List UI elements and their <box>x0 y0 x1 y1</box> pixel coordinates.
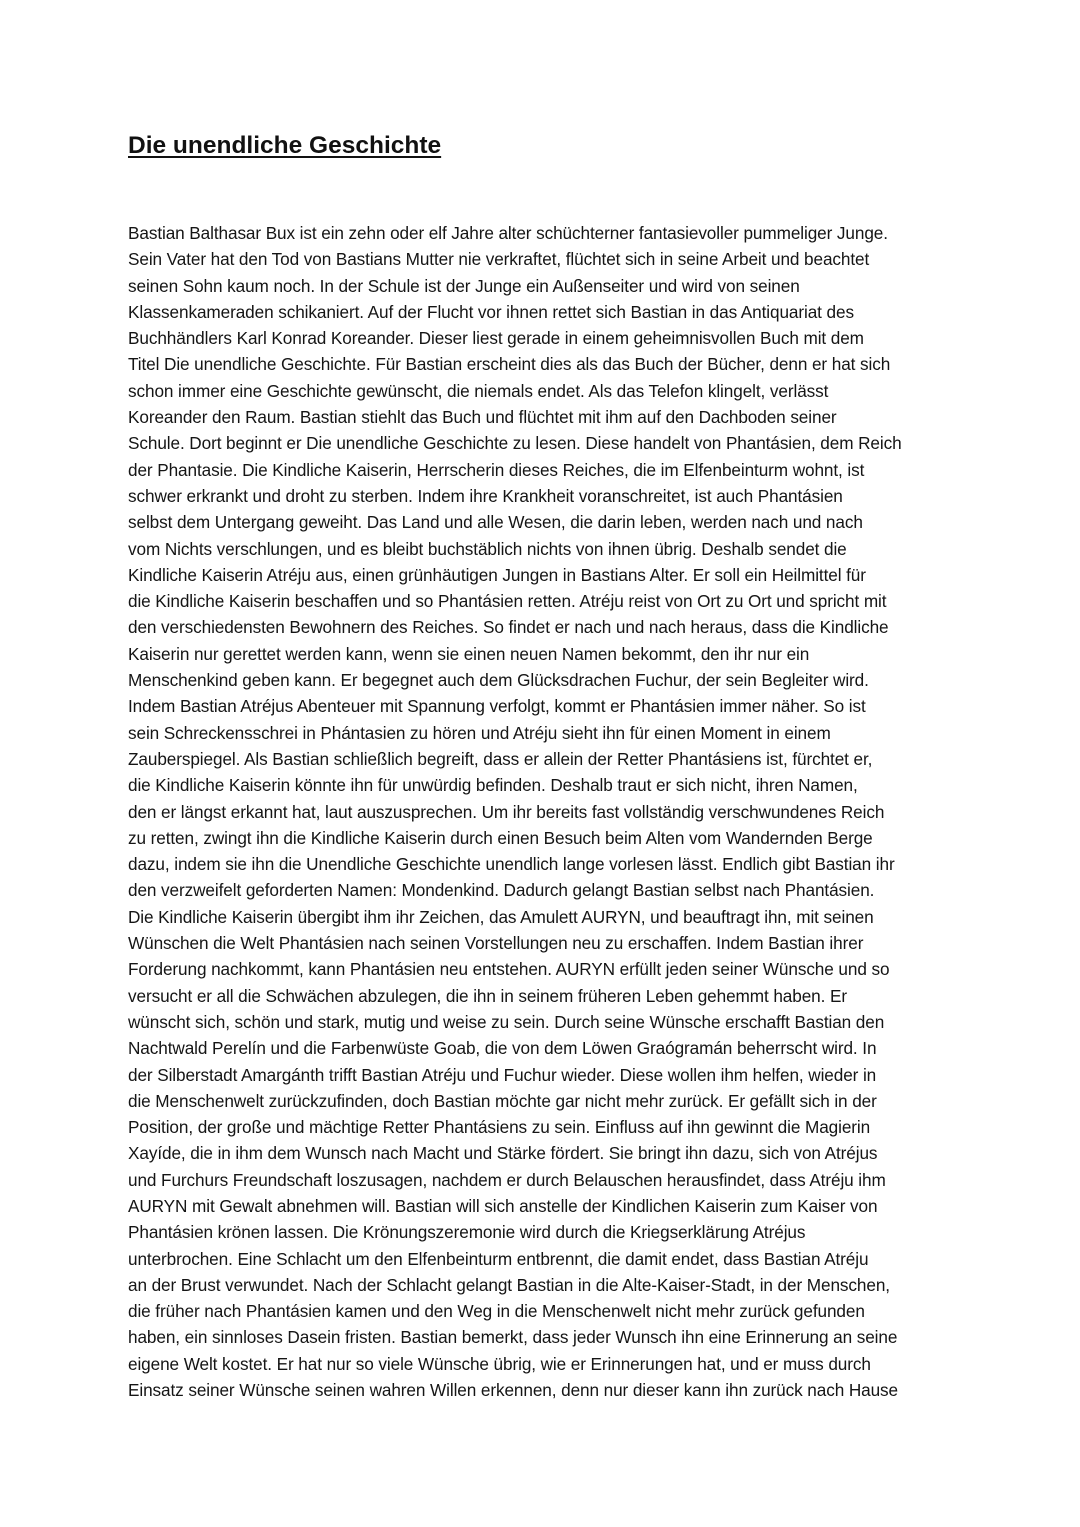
document-title: Die unendliche Geschichte <box>128 132 442 159</box>
text-line: Koreander den Raum. Bastian stiehlt das Buch und flüchtet mit ihm auf den Dachboden seiner <box>128 407 837 428</box>
text-line: zu retten, zwingt ihn die Kindliche Kaiserin durch einen Besuch beim Alten vom Wandernden Berge <box>128 827 873 848</box>
text-line: die Menschenwelt zurückzufinden, doch Bastian möchte gar nicht mehr zurück. Er gefällt sich in der <box>128 1090 877 1111</box>
text-line: eigene Welt kostet. Er hat nur so viele Wünsche übrig, wie er Erinnerungen hat, und er muss durch <box>128 1353 871 1374</box>
text-line: den er längst erkannt hat, laut auszusprechen. Um ihr bereits fast vollständig verschwundenes Reich <box>128 801 885 822</box>
text-line: Menschenkind geben kann. Er begegnet auch dem Glücksdrachen Fuchur, der sein Begleiter wird. <box>128 670 869 691</box>
text-line: Schule. Dort beginnt er Die unendliche Geschichte zu lesen. Diese handelt von Phantásien, dem Reich <box>128 433 902 454</box>
text-line: Sein Vater hat den Tod von Bastians Mutter nie verkraftet, flüchtet sich in seine Arbeit und beachtet <box>128 249 870 270</box>
body-paragraph <box>128 220 968 1403</box>
text-line: selbst dem Untergang geweiht. Das Land und alle Wesen, die darin leben, werden nach und nach <box>128 512 863 533</box>
text-line: die früher nach Phantásien kamen und den Weg in die Menschenwelt nicht mehr zurück gefunden <box>128 1301 865 1322</box>
text-line: Xayíde, die in ihm dem Wunsch nach Macht und Stärke fördert. Sie bringt ihn dazu, sich von Atréjus <box>128 1143 878 1164</box>
text-line: sein Schreckensschrei in Phántasien zu hören und Atréju sieht ihn für einen Moment in einem <box>128 722 831 743</box>
text-line: Bastian Balthasar Bux ist ein zehn oder elf Jahre alter schüchterner fantasievoller pummeliger Junge. <box>128 223 888 243</box>
text-line: dazu, indem sie ihn die Unendliche Geschichte unendlich lange vorlesen lässt. Endlich gibt Bastian ihr <box>128 854 895 875</box>
text-line: Phantásien krönen lassen. Die Krönungszeremonie wird durch die Kriegserklärung Atréjus <box>128 1222 806 1243</box>
text-line: Einsatz seiner Wünsche seinen wahren Willen erkennen, denn nur dieser kann ihn zurück nach Hause <box>128 1380 899 1401</box>
text-line: seinen Sohn kaum noch. In der Schule ist der Junge ein Außenseiter und wird von seinen <box>128 275 800 296</box>
text-line: Buchhändlers Karl Konrad Koreander. Dieser liest gerade in einem geheimnisvollen Buch mit dem <box>128 328 864 349</box>
text-line: vom Nichts verschlungen, und es bleibt buchstäblich nichts von ihnen übrig. Deshalb sendet die <box>128 538 847 559</box>
text-line: und Furchurs Freundschaft loszusagen, nachdem er durch Belauschen herausfindet, dass Atréju ihm <box>128 1169 886 1190</box>
text-line: Wünschen die Welt Phantásien nach seinen Vorstellungen neu zu erschaffen. Indem Bastian ihrer <box>128 933 864 954</box>
text-line: Die Kindliche Kaiserin übergibt ihm ihr Zeichen, das Amulett AURYN, und beauftragt ihn, mit seinen <box>128 906 874 927</box>
text-line: an der Brust verwundet. Nach der Schlacht gelangt Bastian in die Alte-Kaiser-Stadt, in der Menschen, <box>128 1274 890 1295</box>
text-line: haben, ein sinnloses Dasein fristen. Bastian bemerkt, dass jeder Wunsch ihn eine Erinnerung an seine <box>128 1327 898 1348</box>
text-line: die Kindliche Kaiserin könnte ihn für unwürdig befinden. Deshalb traut er sich nicht, ihren Namen, <box>128 775 858 796</box>
text-line: Titel Die unendliche Geschichte. Für Bastian erscheint dies als das Buch der Bücher, denn er hat sich <box>128 354 891 375</box>
text-line: Nachtwald Perelín und die Farbenwüste Goab, die von dem Löwen Graógramán beherrscht wird. In <box>128 1038 877 1059</box>
text-line: der Silberstadt Amargánth trifft Bastian Atréju und Fuchur wieder. Diese wollen ihm helfen, wieder in <box>128 1064 877 1085</box>
text-line: unterbrochen. Eine Schlacht um den Elfenbeinturm entbrennt, die damit endet, dass Bastian Atréju <box>128 1248 869 1269</box>
text-line: die Kindliche Kaiserin beschaffen und so Phantásien retten. Atréju reist von Ort zu Ort und spricht mit <box>128 591 887 612</box>
text-line: der Phantasie. Die Kindliche Kaiserin, Herrscherin dieses Reiches, die im Elfenbeinturm wohnt, ist <box>128 459 865 480</box>
text-line: Zauberspiegel. Als Bastian schließlich begreift, dass er allein der Retter Phantásiens ist, fürchtet er, <box>128 748 873 769</box>
text-line: schon immer eine Geschichte gewünscht, die niemals endet. Als das Telefon klingelt, verlässt <box>128 380 829 401</box>
text-line: den verzweifelt geforderten Namen: Mondenkind. Dadurch gelangt Bastian selbst nach Phantásien. <box>128 880 875 901</box>
text-line: Indem Bastian Atréjus Abenteuer mit Spannung verfolgt, kommt er Phantásien immer näher. So ist <box>128 696 866 717</box>
text-line: versucht er all die Schwächen abzulegen, die ihn in seinem früheren Leben gehemmt haben. Er <box>128 985 847 1006</box>
text-line: Forderung nachkommt, kann Phantásien neu entstehen. AURYN erfüllt jeden seiner Wünsche und so <box>128 959 890 980</box>
text-line: Position, der große und mächtige Retter Phantásiens zu sein. Einfluss auf ihn gewinnt die Magierin <box>128 1117 871 1138</box>
text-line: den verschiedensten Bewohnern des Reiches. So findet er nach und nach heraus, dass die Kindliche <box>128 617 889 638</box>
text-line: Klassenkameraden schikaniert. Auf der Flucht vor ihnen rettet sich Bastian in das Antiquariat des <box>128 301 854 322</box>
text-line: Kaiserin nur gerettet werden kann, wenn sie einen neuen Namen bekommt, den ihr nur ein <box>128 643 810 664</box>
text-line: schwer erkrankt und droht zu sterben. Indem ihre Krankheit voranschreitet, ist auch Phantásien <box>128 485 843 506</box>
text-line: Kindliche Kaiserin Atréju aus, einen grünhäutigen Jungen in Bastians Alter. Er soll ein Heilmittel für <box>128 564 866 585</box>
text-line: AURYN mit Gewalt abnehmen will. Bastian will sich anstelle der Kindlichen Kaiserin zum Kaiser von <box>128 1195 878 1216</box>
text-line: wünscht sich, schön und stark, mutig und weise zu sein. Durch seine Wünsche erschafft Bastian den <box>128 1011 885 1032</box>
